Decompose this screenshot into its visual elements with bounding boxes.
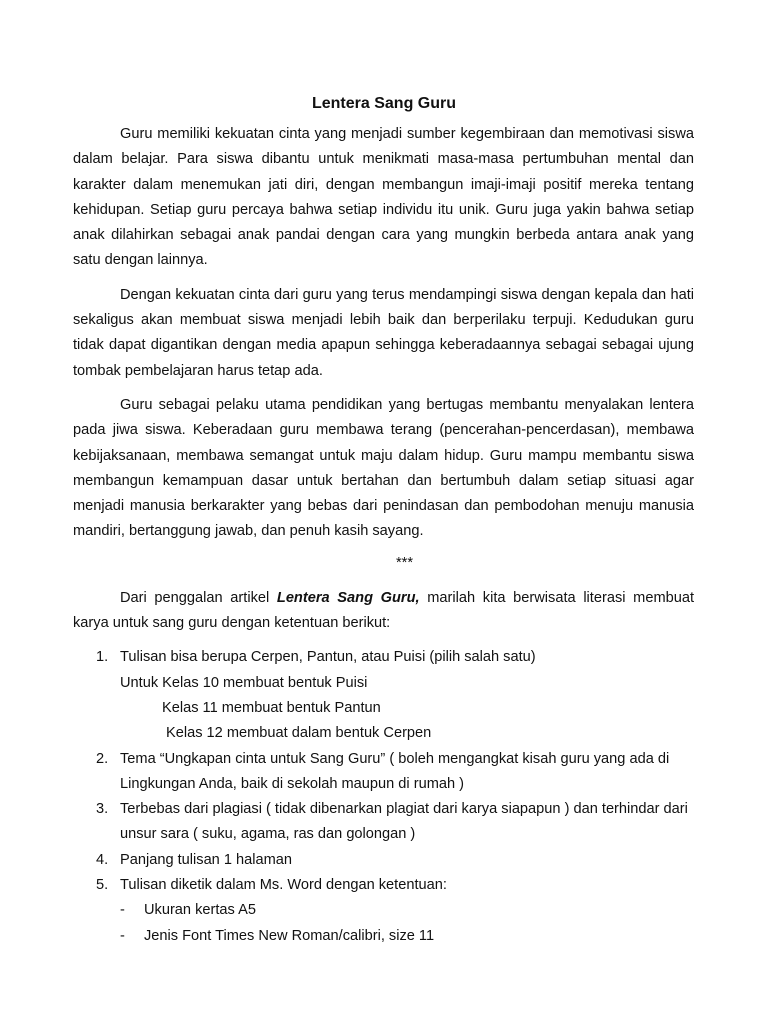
list-item [73,747,694,798]
list-item-text: Ukuran kertas A5 [144,902,256,919]
list-number: 2. [96,750,109,767]
list-item [73,848,694,873]
list-number: 5. [96,877,109,894]
list-number: 3. [96,801,109,818]
paragraph-1: Guru memiliki kekuatan cinta yang menjadi sumber kegembiraan dan memotivasi siswa dalam belajar. Para siswa dibantu untuk menikmati masa-masa pertumbuhan mental dan karakter dalam menemukan jati diri, dengan membangun imaji-imaji positif mereka tentang kehidupan. Setiap guru percaya bahwa setiap individu itu unik. Guru juga yakin bahwa setiap anak dilahirkan sebagai anak pandai dengan cara yang mungkin berbeda antara anak yang satu dengan lainnya. [73,126,694,269]
list-item [73,873,694,949]
list-number: 4. [96,851,109,868]
list-subline: Kelas 12 membuat dalam bentuk Cerpen [166,725,432,742]
list-item-text: Tema “Ungkapan cinta untuk Sang Guru” ( boleh mengangkat kisah guru yang ada di Lingkungan Anda, baik di sekolah maupun di rumah ) [120,750,670,792]
list-subline: Untuk Kelas 10 membuat bentuk Puisi [120,674,368,691]
dash-bullet: - [120,902,125,919]
list-item-text: Tulisan bisa berupa Cerpen, Pantun, atau Puisi (pilih salah satu) [120,649,536,666]
intro-paragraph [73,586,694,637]
paragraph-2: Dengan kekuatan cinta dari guru yang terus mendampingi siswa dengan kepala dan hati sekaligus akan membuat siswa menjadi lebih baik dan berperilaku terpuji. Kedudukan guru tidak dapat digantikan dengan media apapun sehingga keberadaannya sebagai sebagai ujung tombak pembelajaran harus tetap ada. [73,286,694,379]
list-item [120,898,694,923]
list-item-text: Tulisan diketik dalam Ms. Word dengan ketentuan: [120,877,447,894]
list-subline: Kelas 11 membuat bentuk Pantun [162,699,381,716]
dash-bullet: - [120,927,125,944]
section-separator: *** [395,554,414,571]
list-number: 1. [96,649,109,666]
paragraph-3: Guru sebagai pelaku utama pendidikan yang bertugas membantu menyalakan lentera pada jiwa siswa. Keberadaan guru membawa terang (pencerahan-pencerdasan), membawa kebijaksanaan, membawa semangat untuk maju dalam hidup. Guru mampu membantu siswa membangun kemampuan dasar untuk bertahan dan bertumbuh dalam setiap situasi agar menjadi manusia berkarakter yang bebas dari penindasan dan pembodohan menuju manusia mandiri, bertanggung jawab, dan penuh kasih sayang. [73,396,694,540]
intro-text-after: marilah kita berwisata literasi membuat karya untuk sang guru dengan ketentuan berikut: [73,589,694,632]
list-item [120,924,694,949]
list-item-text: Jenis Font Times New Roman/calibri, size 11 [144,927,435,944]
list-item [73,645,694,746]
document-body [73,122,694,949]
format-sublist [120,898,694,949]
list-item-text: Panjang tulisan 1 halaman [120,851,293,868]
list-item [73,797,694,848]
document-title: Lentera Sang Guru [311,95,457,112]
requirements-list [73,645,694,949]
intro-text-before: Dari penggalan artikel [120,589,277,606]
list-item-text: Terbebas dari plagiasi ( tidak dibenarkan plagiat dari karya siapapun ) dan terhindar dari unsur sara ( suku, agama, ras dan golongan ) [120,801,688,843]
intro-article-title: Lentera Sang Guru, [276,589,420,606]
